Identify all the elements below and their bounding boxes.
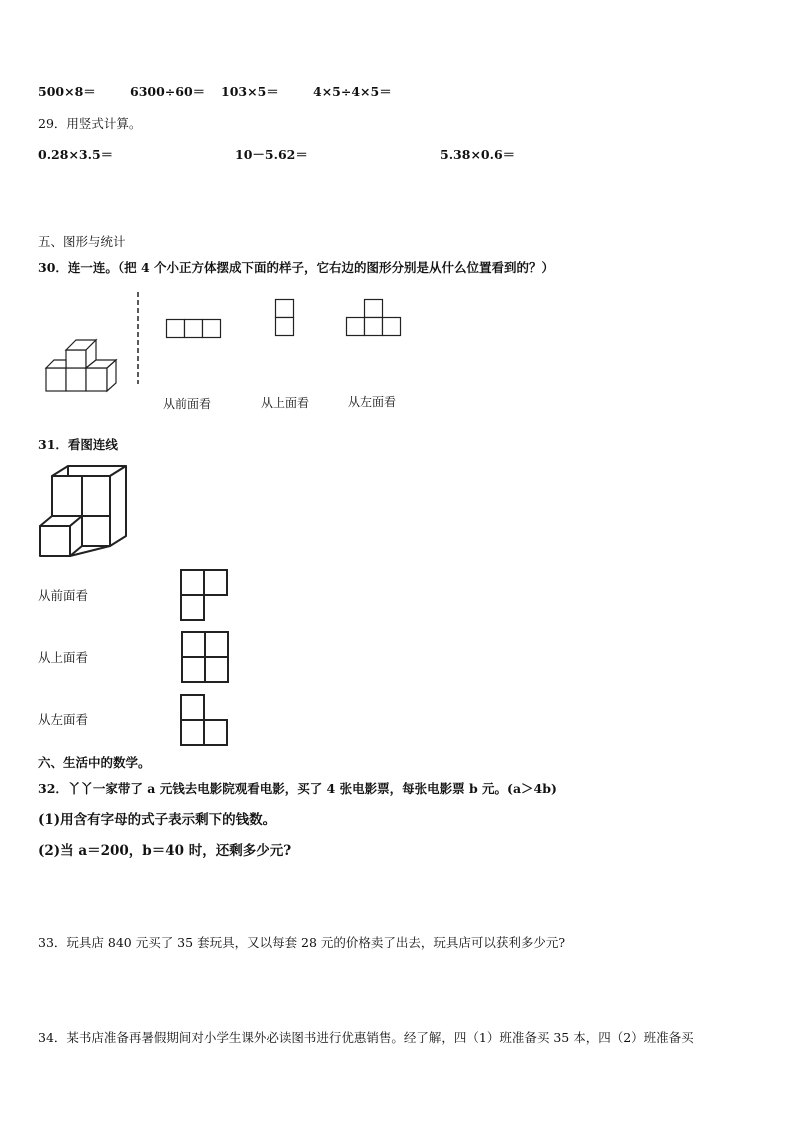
q30-divider-dashed [136,292,140,384]
q32-title: 32．丫丫一家带了 a 元钱去电影院观看电影，买了 4 张电影票，每张电影票 b 元。(a＞4b) [38,781,557,796]
q30-shape-t-shape [346,299,402,339]
q30-label-left: 从左面看 [348,395,397,409]
q29-c: 5.38×0.6＝ [440,147,516,162]
q31-label-top: 从上面看 [38,650,89,665]
calc-4: 4×5÷4×5＝ [313,84,392,99]
q32-part2: (2)当 a＝200，b＝40 时，还剩多少元? [38,843,292,859]
q31-shape-left-view [180,694,230,748]
q31-shape-front-view [180,569,230,623]
q30-label-front: 从前面看 [163,397,212,411]
q31-shape-top-view [181,631,231,685]
section6-title: 六、生活中的数学。 [38,755,151,770]
q30-cube-stack [44,335,128,397]
q31-cube-stack [38,464,130,562]
q34-title: 34．某书店准备再暑假期间对小学生课外必读图书进行优惠销售。经了解，四（1）班准备买 35 本，四（2）班准备买 [38,1030,694,1045]
q33-title: 33．玩具店 840 元买了 35 套玩具，又以每套 28 元的价格卖了出去，玩具店可以获利多少元? [38,935,566,950]
calc-3: 103×5＝ [221,84,279,99]
q29-b: 10－5.62＝ [235,147,308,162]
q30-title: 30．连一连。（把 4 个小正方体摆成下面的样子，它右边的图形分别是从什么位置看到的？） [38,260,555,275]
calc-2: 6300÷60＝ [130,84,206,99]
q31-label-front: 从前面看 [38,588,89,603]
q29-a: 0.28×3.5＝ [38,147,114,162]
q31-title: 31．看图连线 [38,437,118,452]
q30-shape-row-of-three [166,319,222,339]
calc-1: 500×8＝ [38,84,96,99]
q30-shape-column-of-two [275,299,295,339]
q31-label-left: 从左面看 [38,712,89,727]
section5-title: 五、图形与统计 [38,234,126,249]
q29-title: 29．用竖式计算。 [38,116,142,131]
q30-label-top: 从上面看 [261,396,310,410]
q32-part1: (1)用含有字母的式子表示剩下的钱数。 [38,812,277,828]
